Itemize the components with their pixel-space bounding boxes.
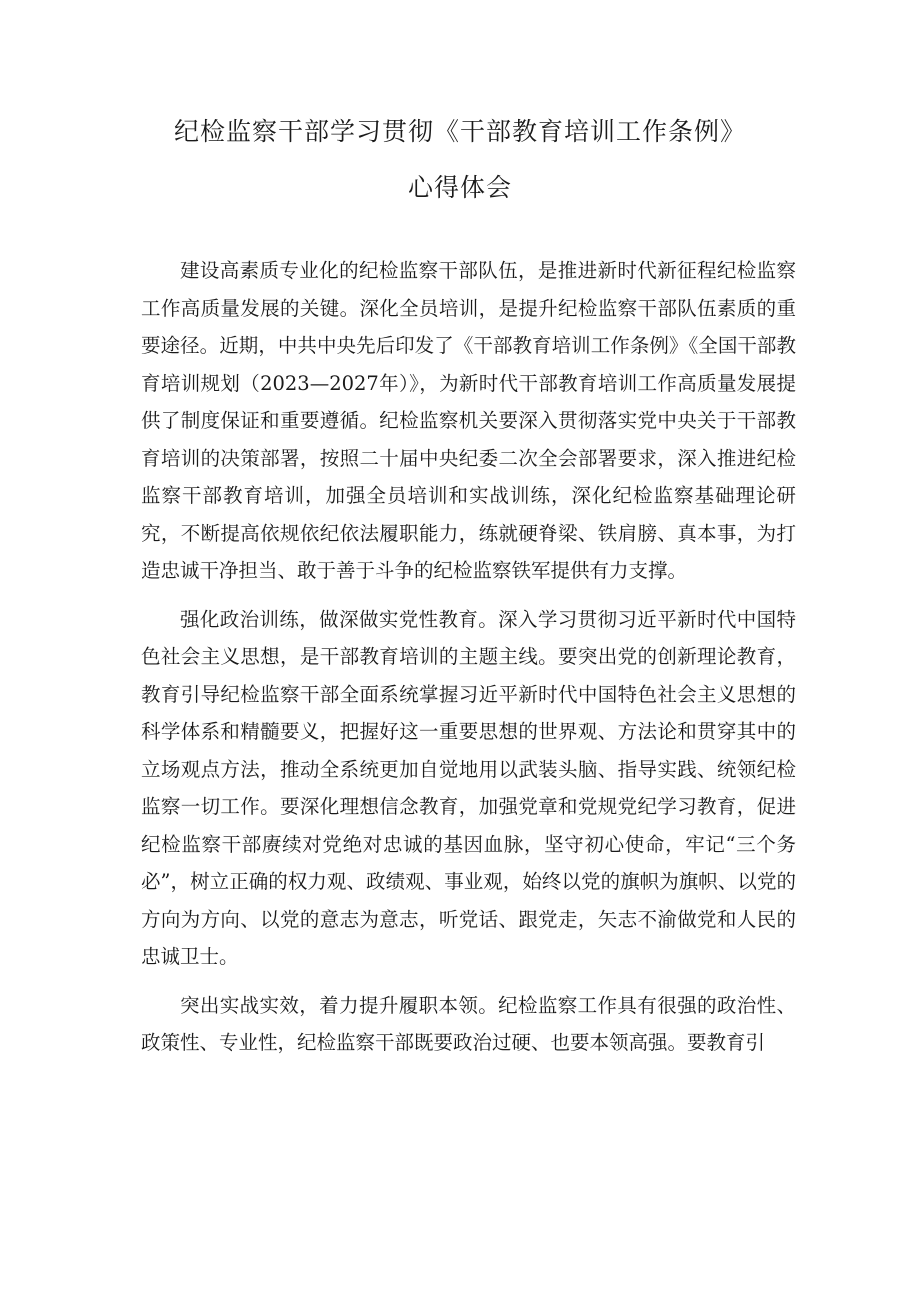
paragraph-practical-effect: 突出实战实效，着力提升履职本领。纪检监察工作具有很强的政治性、政策性、专业性，纪检监察干部既要政治过硬、也要本领高强。要教育引 [141, 993, 796, 1054]
document-subtitle: 心得体会 [407, 173, 512, 202]
paragraph-political-training: 强化政治训练，做深做实党性教育。深入学习贯彻习近平新时代中国特色社会主义思想，是干部教育培训的主题主线。要突出党的创新理论教育，教育引导纪检监察干部全面系统掌握习近平新时代中国特色社会主义思想的科学体系和精髓要义，把握好这一重要思想的世界观、方法论和贯穿其中的立场观点方法，推动全系统更加自觉地用以武装头脑、指导实践、统领纪检监察一切工作。要深化理想信念教育，加强党章和党规党纪学习教育，促进纪检监察干部赓续对党绝对忠诚的基因血脉，坚守初心使命，牢记“三个务必”，树立正确的权力观、政绩观、事业观，始终以党的旗帜为旗帜、以党的方向为方向、以党的意志为意志，听党话、跟党走，矢志不渝做党和人民的忠诚卫士。 [141, 607, 796, 968]
paragraph-intro: 建设高素质专业化的纪检监察干部队伍，是推进新时代新征程纪检监察工作高质量发展的关键。深化全员培训，是提升纪检监察干部队伍素质的重要途径。近期，中共中央先后印发了《干部教育培训工作条例》《全国干部教育培训规划（2023—2027年）》，为新时代干部教育培训工作高质量发展提供了制度保证和重要遵循。纪检监察机关要深入贯彻落实党中央关于干部教育培训的决策部署，按照二十届中央纪委二次全会部署要求，深入推进纪检监察干部教育培训，加强全员培训和实战训练，深化纪检监察基础理论研究，不断提高依规依纪依法履职能力，练就硬脊梁、铁肩膀、真本事，为打造忠诚干净担当、敢于善于斗争的纪检监察铁军提供有力支撑。 [141, 259, 796, 582]
document-title: 纪检监察干部学习贯彻《干部教育培训工作条例》 [173, 117, 746, 146]
document-body [141, 252, 796, 1062]
title-block [0, 104, 920, 216]
